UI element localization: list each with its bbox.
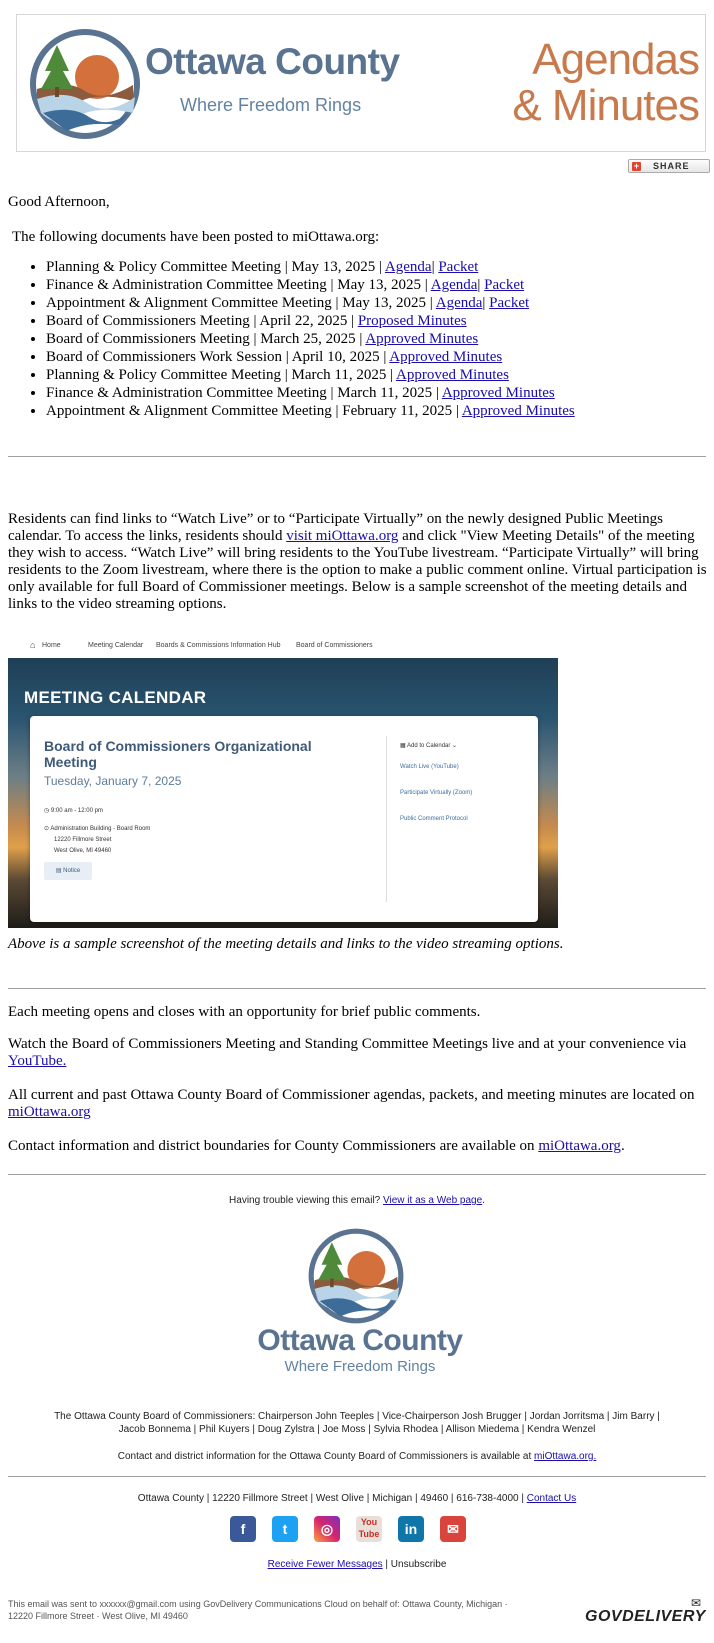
sample-nav-home: Home <box>42 642 61 649</box>
facebook-icon[interactable]: f <box>230 1516 256 1542</box>
residents-paragraph: Residents can find links to “Watch Live” or to “Participate Virtually” on the newly designed Public Meetings calendar. To access the links, residents should visit miOttawa.org and click "View Meeting Details" of the meeting they wish to access. “Watch Live” will bring residents to the YouTube livestream. “Participate Virtually” will bring residents to the Zoom livestream, where there is the option to make a public comment online. Virtual participation is only available for full Board of Commissioner meetings. Below is a sample screenshot of the meeting details and links to the video streaming options. <box>8 511 707 612</box>
instagram-icon[interactable]: ◎ <box>314 1516 340 1542</box>
youtube-icon[interactable]: You Tube <box>356 1516 382 1542</box>
contact-info-paragraph: Contact information and district boundaries for County Commissioners are available on miOttawa.org. <box>8 1138 625 1154</box>
divider <box>8 1476 706 1477</box>
list-item: • Finance & Administration Committee Meeting | May 13, 2025 | Agenda| Packet <box>46 276 575 294</box>
agendas-title-line1: Agendas <box>532 35 699 84</box>
home-icon: ⌂ <box>30 640 36 650</box>
location-pin-icon: ⊙ <box>44 826 51 832</box>
divider <box>8 988 706 989</box>
youtube-link[interactable]: YouTube. <box>8 1053 67 1069</box>
social-icons <box>230 1516 480 1544</box>
share-button[interactable] <box>628 159 710 173</box>
share-label: SHARE <box>653 161 690 171</box>
minutes-link[interactable]: Approved Minutes <box>441 385 555 401</box>
document-icon: ▤ <box>55 868 64 874</box>
sample-participate-virtually: Participate Virtually (Zoom) <box>400 790 473 796</box>
packet-link[interactable]: Packet <box>484 277 525 293</box>
county-tagline: Where Freedom Rings <box>180 95 362 115</box>
miottawa-contact-link[interactable]: miOttawa.org <box>538 1138 621 1154</box>
list-item: • Appointment & Alignment Committee Meeting | February 11, 2025 | Approved Minutes <box>46 402 575 420</box>
list-item: • Planning & Policy Committee Meeting | March 11, 2025 | Approved Minutes <box>46 366 575 384</box>
sample-card-title: Board of Commissioners Organizational Meeting <box>44 738 312 770</box>
watch-paragraph: Watch the Board of Commissioners Meeting and Standing Committee Meetings live and at your convenience via YouTube. <box>8 1036 687 1069</box>
disclaimer: This email was sent to xxxxxx@gmail.com using GovDelivery Communications Cloud on behalf of: Ottawa County, Michigan · 12220 Fillmore Street · West Olive, MI 49460 <box>8 1599 508 1621</box>
sample-nav-hub: Boards & Commissions Information Hub <box>156 642 281 649</box>
packet-link[interactable]: Packet <box>438 259 479 275</box>
sample-screenshot-image <box>8 634 558 928</box>
packet-link[interactable]: Packet <box>489 295 530 311</box>
govdelivery-logo: GOVDELIVERY ✉ <box>585 1596 706 1625</box>
list-item: • Appointment & Alignment Committee Meeting | May 13, 2025 | Agenda| Packet <box>46 294 575 312</box>
sample-card-date: Tuesday, January 7, 2025 <box>44 774 182 788</box>
list-item: • Board of Commissioners Meeting | March 25, 2025 | Approved Minutes <box>46 330 575 348</box>
sample-nav <box>8 634 558 658</box>
footer-logo <box>246 1226 474 1386</box>
header-banner <box>16 14 706 152</box>
agendas-minutes-title <box>512 37 699 129</box>
linkedin-icon[interactable]: in <box>398 1516 424 1542</box>
county-name: Ottawa County <box>145 41 400 82</box>
visit-miottawa-link[interactable]: visit miOttawa.org <box>286 528 399 544</box>
contact-us-link[interactable]: Contact Us <box>526 1493 577 1504</box>
agendas-title-line2: & Minutes <box>512 81 699 130</box>
sample-card-divider <box>386 736 387 902</box>
chevron-down-icon: ⌄ <box>450 743 458 749</box>
public-comment-text: Each meeting opens and closes with an opportunity for brief public comments. <box>8 1004 481 1020</box>
sample-event-card <box>30 716 538 922</box>
list-item: • Planning & Policy Committee Meeting | May 13, 2025 | Agenda| Packet <box>46 258 575 276</box>
divider <box>8 456 706 457</box>
miottawa-link[interactable]: miOttawa.org <box>8 1104 91 1120</box>
twitter-icon[interactable]: t <box>272 1516 298 1542</box>
agenda-link[interactable]: Agenda <box>430 277 478 293</box>
sample-nav-board: Board of Commissioners <box>296 642 373 649</box>
agendas-location-paragraph: All current and past Ottawa County Board of Commissioner agendas, packets, and meeting minutes are located on miOttawa.org <box>8 1087 695 1120</box>
email-icon[interactable]: ✉ <box>440 1516 466 1542</box>
screenshot-caption: Above is a sample screenshot of the meeting details and links to the video streaming options. <box>8 936 564 952</box>
greeting: Good Afternoon, <box>8 194 110 210</box>
footer-tagline: Where Freedom Rings <box>284 1358 436 1375</box>
district-info: Contact and district information for the Ottawa County Board of Commissioners is available at miOttawa.org. <box>117 1451 597 1462</box>
envelope-icon: ✉ <box>690 1596 701 1610</box>
address-line: Ottawa County | 12220 Fillmore Street | West Olive | Michigan | 49460 | 616-738-4000 | Contact Us <box>137 1493 577 1504</box>
sample-hero <box>8 658 558 928</box>
minutes-link[interactable]: Proposed Minutes <box>357 313 467 329</box>
sample-add-calendar: ▦ Add to Calendar ⌄ <box>400 743 458 749</box>
unsubscribe-link[interactable]: | Unsubscribe <box>382 1559 447 1570</box>
minutes-link[interactable]: Approved Minutes <box>461 403 575 419</box>
subscription-links <box>8 1558 706 1571</box>
sample-card-location: ⊙ Administration Building - Board Room 12220 Fillmore Street West Olive, MI 49460 <box>44 826 151 854</box>
sample-hero-title: MEETING CALENDAR <box>24 688 207 707</box>
agenda-link[interactable]: Agenda <box>435 295 483 311</box>
plus-icon: + <box>633 161 640 171</box>
footer-county-name: Ottawa County <box>257 1324 463 1357</box>
trouble-viewing: Having trouble viewing this email? View it as a Web page. <box>229 1195 485 1206</box>
ottawa-county-logo-icon <box>306 1226 406 1326</box>
board-members: The Ottawa County Board of Commissioners: Chairperson John Teeples | Vice-Chairperson Josh Brugger | Jordan Jorritsma | Jim Barry | Jacob Bonnema | Phil Kuyers | Doug Zylstra | Joe Moss | Sylvia Rhodea | Allison Miedema | Kendra Wenzel <box>54 1411 660 1435</box>
agenda-link[interactable]: Agenda <box>384 259 432 275</box>
minutes-link[interactable]: Approved Minutes <box>396 367 509 383</box>
sample-card-time: ◷ 9:00 am - 12:00 pm <box>44 808 103 814</box>
sample-public-comment-protocol: Public Comment Protocol <box>400 816 468 822</box>
document-list <box>28 258 575 420</box>
clock-icon: ◷ <box>44 808 51 814</box>
calendar-icon: ▦ <box>400 743 408 749</box>
sample-nav-calendar: Meeting Calendar <box>88 642 144 649</box>
list-item: • Board of Commissioners Meeting | April 22, 2025 | Proposed Minutes <box>46 312 575 330</box>
sample-notice-button: ▤ Notice <box>44 862 92 880</box>
minutes-link[interactable]: Approved Minutes <box>365 331 479 347</box>
district-miottawa-link[interactable]: miOttawa.org. <box>534 1451 597 1462</box>
list-item: • Board of Commissioners Work Session | April 10, 2025 | Approved Minutes <box>46 348 575 366</box>
ottawa-county-logo-icon <box>27 27 143 141</box>
sample-watch-live: Watch Live (YouTube) <box>400 764 459 770</box>
intro-text: The following documents have been posted to miOttawa.org: <box>12 229 380 245</box>
receive-fewer-messages-link[interactable]: Receive Fewer Messages <box>267 1559 383 1570</box>
divider <box>8 1174 706 1175</box>
list-item: • Finance & Administration Committee Meeting | March 11, 2025 | Approved Minutes <box>46 384 575 402</box>
view-web-page-link[interactable]: View it as a Web page <box>383 1195 483 1206</box>
minutes-link[interactable]: Approved Minutes <box>389 349 503 365</box>
